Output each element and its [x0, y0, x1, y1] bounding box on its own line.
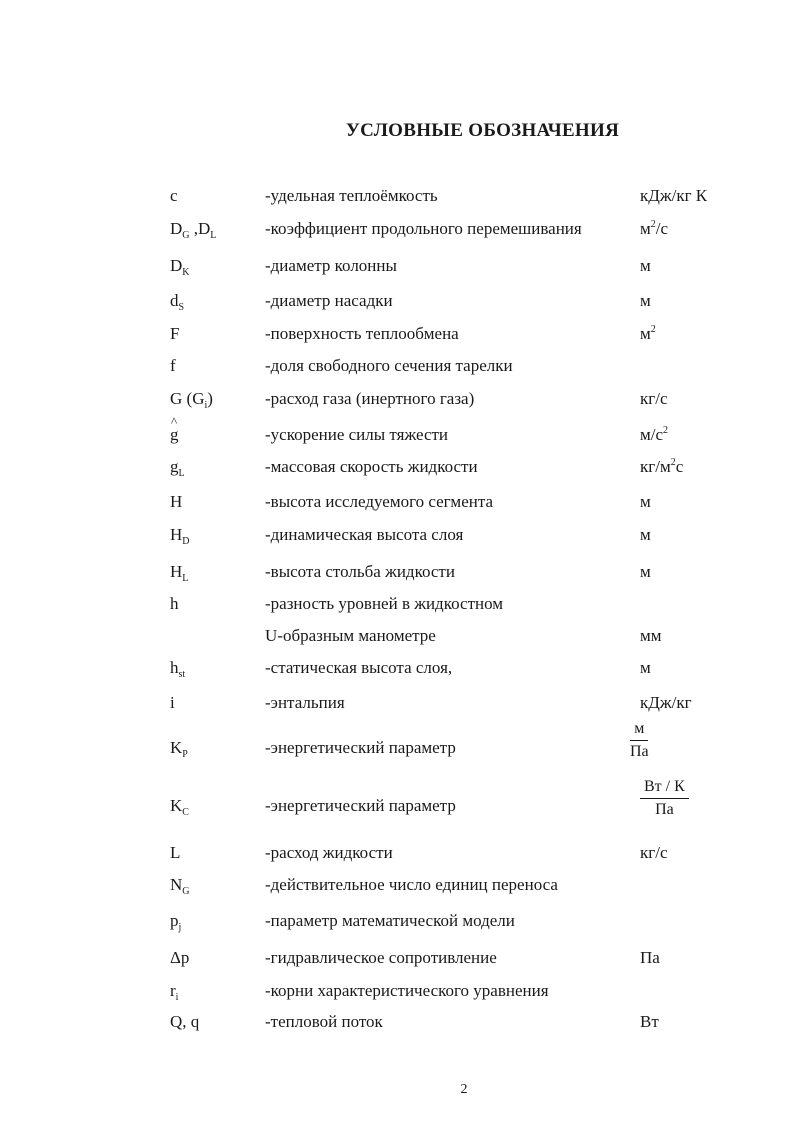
unit: $кг/м^2с$	[640, 457, 684, 476]
notation-row	[0, 911, 793, 941]
description: -коэффициент продольного перемешивания	[265, 219, 582, 238]
description: -удельная теплоёмкость	[265, 186, 438, 205]
symbol: $K_P$	[170, 738, 188, 760]
description: -параметр математической модели	[265, 911, 515, 930]
fraction-denominator: Па	[630, 743, 649, 760]
description: -ускорение силы тяжести	[265, 425, 449, 444]
symbol: $D_K$	[170, 256, 190, 278]
symbol: Δp	[170, 948, 190, 967]
notation-row	[0, 324, 793, 354]
description: -динамическая высота слоя	[265, 525, 464, 544]
description: -диаметр колонны	[265, 256, 397, 275]
unit-fraction	[630, 720, 649, 761]
description: -диаметр насадки	[265, 291, 393, 310]
unit: кг/с	[640, 389, 668, 408]
unit: м	[640, 492, 651, 511]
notation-row	[0, 219, 793, 249]
notation-row	[0, 457, 793, 487]
unit: м	[640, 562, 651, 581]
symbol: $p_j$	[170, 911, 182, 933]
description: U-образным манометре	[265, 626, 436, 645]
symbol: ^ g	[170, 414, 179, 444]
description: -массовая скорость жидкости	[265, 457, 478, 476]
symbol: F	[170, 324, 180, 343]
notation-row	[0, 843, 793, 873]
notation-row	[0, 389, 793, 419]
notation-row	[0, 562, 793, 592]
unit: кДж/кг	[640, 693, 692, 712]
symbol: $H_D$	[170, 525, 190, 547]
unit: м	[640, 658, 651, 677]
unit: Вт	[640, 1012, 659, 1031]
description: -высота стольба жидкости	[265, 562, 455, 581]
notation-row	[0, 186, 793, 216]
description: -расход жидкости	[265, 843, 393, 862]
unit: мм	[640, 626, 662, 645]
notation-row	[0, 778, 793, 826]
symbol: Q, q	[170, 1012, 200, 1031]
fraction-numerator: м	[630, 720, 648, 741]
symbol: H	[170, 492, 183, 511]
symbol: $N_G$	[170, 875, 190, 897]
description: -поверхность теплообмена	[265, 324, 459, 343]
symbol: L	[170, 843, 181, 862]
symbol: $h_{st}$	[170, 658, 186, 680]
symbol: G $(G_i)$	[170, 389, 213, 411]
description: -энтальпия	[265, 693, 345, 712]
symbol: $K_C$	[170, 796, 189, 818]
symbol: $r_i$	[170, 981, 179, 1003]
unit: $м^2$	[640, 324, 656, 343]
symbol: h	[170, 594, 179, 613]
unit: кг/с	[640, 843, 668, 862]
notation-row	[0, 658, 793, 688]
symbol: $g_L$	[170, 457, 185, 479]
fraction-numerator: Вт / К	[640, 778, 689, 799]
symbol: f	[170, 356, 176, 375]
description: -высота исследуемого сегмента	[265, 492, 494, 511]
symbol: $D_G$ $,D_L$	[170, 219, 217, 241]
unit-fraction	[640, 778, 689, 819]
notation-row	[0, 594, 793, 624]
notation-row	[0, 720, 793, 768]
description: -энергетический параметр	[265, 796, 456, 815]
symbol: $H_L$	[170, 562, 189, 584]
symbol: c	[170, 186, 178, 205]
description: -разность уровней в жидкостном	[265, 594, 504, 613]
unit: кДж/кг К	[640, 186, 708, 205]
symbol: $d_S$	[170, 291, 185, 313]
notation-row	[0, 875, 793, 905]
unit: м	[640, 256, 651, 275]
unit: $м/с^2$	[640, 425, 669, 444]
notation-row	[0, 414, 793, 455]
description: -энергетический параметр	[265, 738, 456, 757]
notation-row	[0, 693, 793, 723]
unit: Па	[640, 948, 660, 967]
unit: м	[640, 291, 651, 310]
page-number: 2	[460, 1082, 468, 1097]
description: -расход газа (инертного газа)	[265, 389, 475, 408]
description: -статическая высота слоя,	[265, 658, 453, 677]
notation-row	[0, 256, 793, 286]
description: -корни характеристического уравнения	[265, 981, 549, 1000]
description: -гидравлическое сопротивление	[265, 948, 497, 967]
description: -действительное число единиц переноса	[265, 875, 558, 894]
notation-row	[0, 626, 793, 656]
page-title: УСЛОВНЫЕ ОБОЗНАЧЕНИЯ	[345, 120, 620, 141]
symbol: i	[170, 693, 175, 712]
notation-row	[0, 525, 793, 555]
notation-row	[0, 981, 793, 1011]
notation-row	[0, 1012, 793, 1042]
description: -тепловой поток	[265, 1012, 383, 1031]
notation-row	[0, 948, 793, 978]
fraction-denominator: Па	[655, 801, 674, 818]
description: -доля свободного сечения тарелки	[265, 356, 513, 375]
notation-row	[0, 492, 793, 522]
notation-row	[0, 291, 793, 321]
unit: м	[640, 525, 651, 544]
unit: $м^2/с$	[640, 219, 669, 238]
notation-row	[0, 356, 793, 386]
